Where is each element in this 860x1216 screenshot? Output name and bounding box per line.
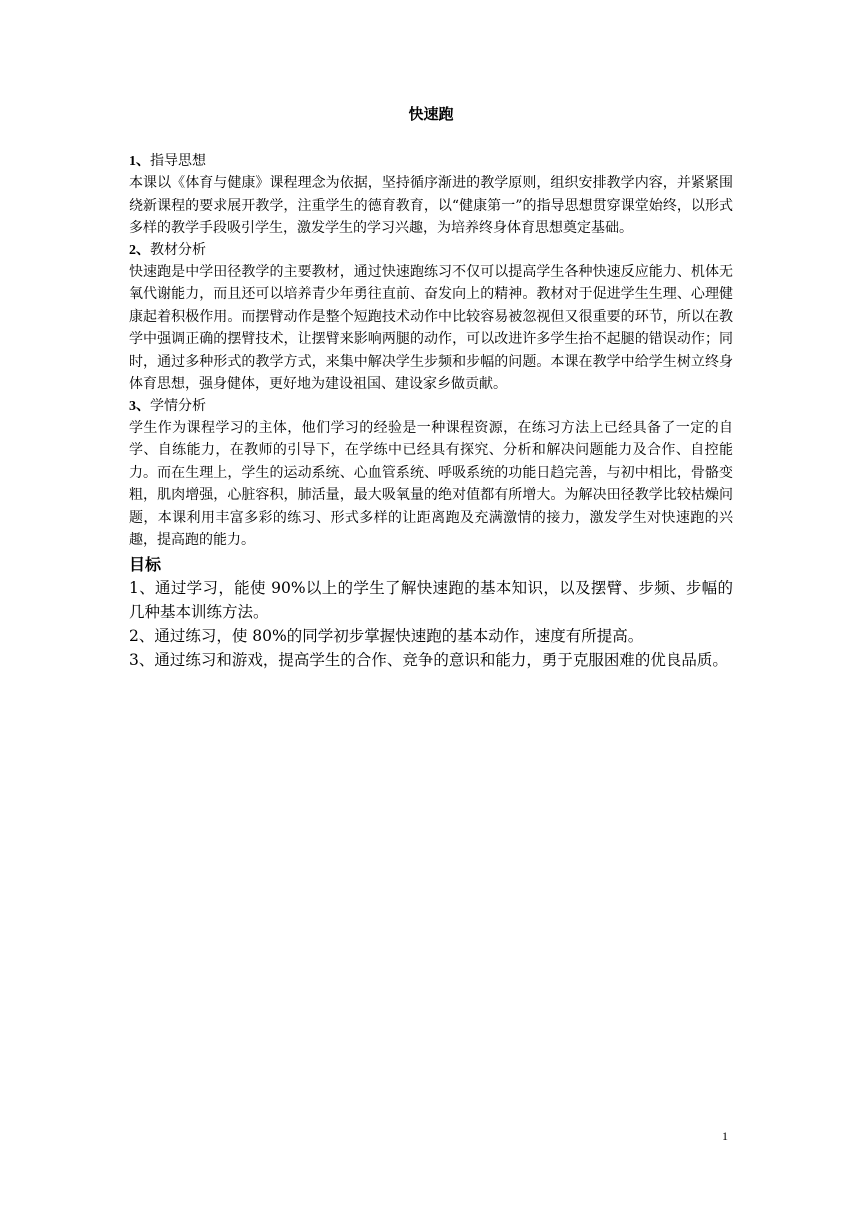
section-separator: 、 bbox=[136, 241, 150, 258]
section-body: 快速跑是中学田径教学的主要教材，通过快速跑练习不仅可以提高学生各种快速反应能力、机体无氧代谢能力，而且还可以培养青少年勇往直前、奋发向上的精神。教材对于促进学生生理、心理健康起着积极作用。而摆臂动作是整个短跑技术动作中比较容易被忽视但又很重要的环节，所以在教学中强调正确的摆臂技术，让摆臂来影响两腿的动作，可以改进许多学生抬不起腿的错误动作；同时，通过多种形式的教学方式，来集中解决学生步频和步幅的问题。本课在教学中给学生树立终身体育思想，强身健体，更好地为建设祖国、建设家乡做贡献。 bbox=[129, 263, 733, 392]
section-material-analysis bbox=[129, 240, 733, 396]
section-heading-text: 指导思想 bbox=[150, 153, 206, 169]
section-heading-text: 教材分析 bbox=[150, 241, 206, 258]
section-number: 2 bbox=[129, 242, 136, 258]
section-body: 学生作为课程学习的主体，他们学习的经验是一种课程资源，在练习方法上已经具备了一定的自学、自练能力，在教师的引导下，在学练中已经具有探究、分析和解决问题能力及合作、自控能力。而在生理上，学生的运动系统、心血管系统、呼吸系统的功能日趋完善，与初中相比，骨骼变粗，肌肉增强，心脏容积，肺活量，最大吸氧量的绝对值都有所增大。为解决田径教学比较枯燥问题，本课利用丰富多彩的练习、形式多样的让距离跑及充满激情的接力，激发学生对快速跑的兴趣，提高跑的能力。 bbox=[129, 419, 733, 548]
section-number: 3 bbox=[129, 398, 136, 414]
goal-item: 2、通过练习，使 80%的同学初步掌握快速跑的基本动作，速度有所提高。 bbox=[129, 626, 644, 645]
goal-item: 3、通过练习和游戏，提高学生的合作、竞争的意识和能力，勇于克服困难的优良品质。 bbox=[129, 650, 728, 669]
document-title: 快速跑 bbox=[408, 105, 454, 123]
goal-item: 1、通过学习，能使 90%以上的学生了解快速跑的基本知识，以及摆臂、步频、步幅的几种基本训练方法。 bbox=[129, 578, 733, 621]
section-heading bbox=[129, 151, 733, 172]
section-number: 1 bbox=[129, 154, 136, 169]
document-page bbox=[129, 103, 733, 672]
page-number: 1 bbox=[722, 1129, 728, 1143]
section-separator: 、 bbox=[136, 397, 150, 414]
section-body: 本课以《体育与健康》课程理念为依据，坚持循序渐进的教学原则，组织安排教学内容，并紧紧围绕新课程的要求展开教学，注重学生的德育教育，以“健康第一”的指导思想贯穿课堂始终，以形式多样的教学手段吸引学生，激发学生的学习兴趣，为培养终身体育思想奠定基础。 bbox=[129, 175, 733, 236]
section-goals bbox=[129, 554, 733, 672]
section-separator: 、 bbox=[136, 153, 150, 169]
section-heading bbox=[129, 396, 733, 417]
section-guiding-ideology bbox=[129, 151, 733, 240]
section-learner-analysis bbox=[129, 396, 733, 552]
section-heading-text: 学情分析 bbox=[150, 397, 206, 414]
section-heading bbox=[129, 240, 733, 261]
goals-heading: 目标 bbox=[129, 554, 162, 574]
